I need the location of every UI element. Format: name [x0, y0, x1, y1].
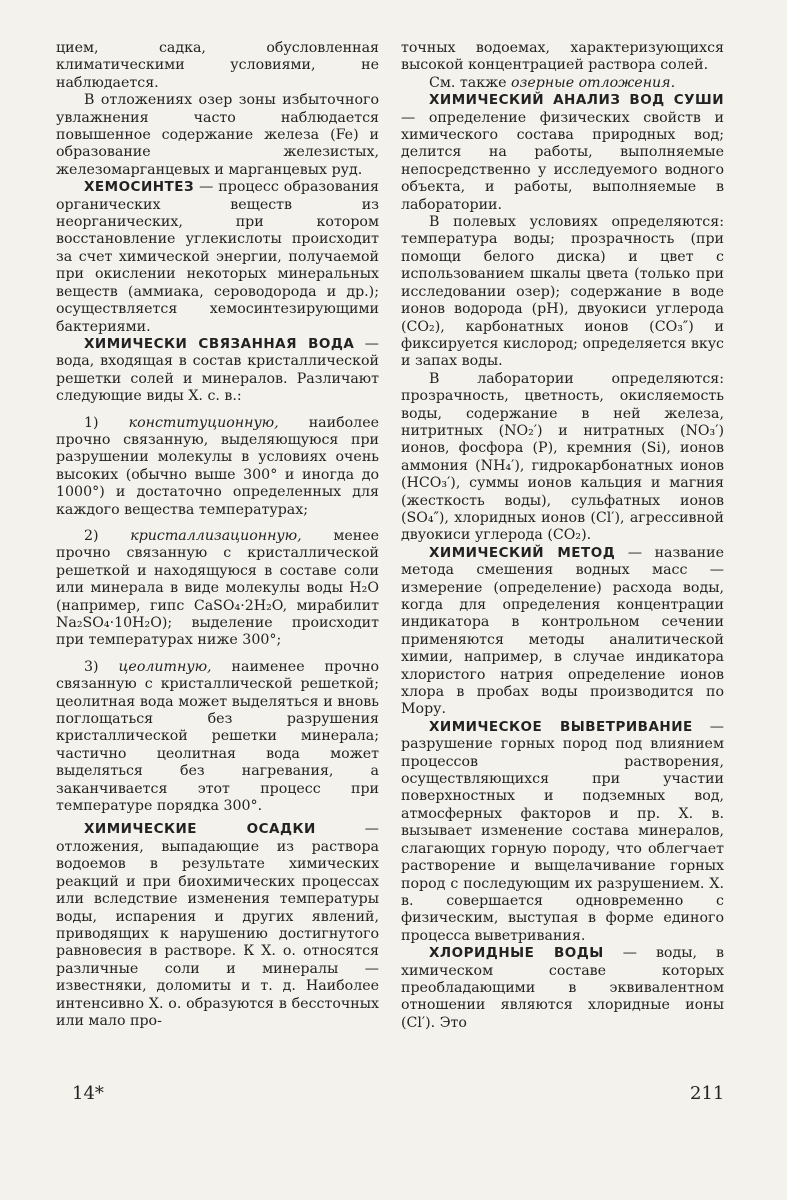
- list-body: наиболее прочно связанную, выделяющуюся при разрушении молекулы в условиях очень высоких (обычно выше 300° и иногда до 1000°) и достаточно определенных для каждого вещества температурах;: [56, 414, 379, 518]
- entry-body: — воды, в химическом составе которых преобладающими в эквивалентном отношении являются хлоридные ионы (Cl′). Это: [401, 945, 724, 1031]
- list-number: 1): [84, 414, 129, 431]
- entry-heading: ХИМИЧЕСКИ СВЯЗАННАЯ ВОДА: [84, 335, 355, 352]
- list-term: цеолитную,: [118, 658, 212, 675]
- left-column: [56, 40, 379, 1030]
- entry-chem-analysis: [401, 92, 724, 214]
- entry-heading: ХИМИЧЕСКОЕ ВЫВЕТРИВАНИЕ: [429, 718, 693, 735]
- list-item: [56, 659, 379, 816]
- entry-hemosintez: [56, 179, 379, 336]
- entry-chem-weathering: [401, 719, 724, 945]
- entry-heading: ХИМИЧЕСКИЙ АНАЛИЗ ВОД СУШИ: [429, 92, 724, 109]
- entry-chem-method: [401, 545, 724, 719]
- list-item: [56, 415, 379, 519]
- entry-body: — определение физических свойств и химического состава природных вод; делится на работы, выполняемые непосредственно у исследуемого водного объекта, и работы, выполняемые в лаборатории.: [401, 109, 724, 213]
- entry-heading: ХИМИЧЕСКИЕ ОСАДКИ: [84, 821, 316, 838]
- paragraph: В полевых условиях определяются: температура воды; прозрачность (при помощи белого диска) и цвет с использованием шкалы цвета (только при исследовании озер); содержание в воде ионов водорода (pH), двуокиси углерода (CO₂), карбонатных ионов (CO₃″) и фиксируется кислород; определяется вкус и запах воды.: [401, 214, 724, 370]
- entry-heading: ХЛОРИДНЫЕ ВОДЫ: [429, 945, 604, 962]
- entry-heading: ХЕМОСИНТЕЗ: [84, 179, 195, 196]
- right-column: [401, 40, 724, 1032]
- entry-body: — вода, входящая в состав кристаллической решетки солей и минералов. Различают следующие виды Х. с. в.:: [56, 335, 379, 405]
- list-item: [56, 528, 379, 650]
- paragraph: В лаборатории определяются: прозрачность, цветность, окисляемость воды, содержание в ней железа, нитритных (NO₂′) и нитратных (NO₃′) ионов, фосфора (P), кремния (Si), ионов аммония (NH₄′), гидрокарбонатных ионов (HCO₃′), суммы ионов кальция и магния (жесткость воды), сульфатных ионов (SO₄″), хлоридных ионов (Cl′), агрессивной двуокиси углерода (CO₂).: [401, 370, 724, 544]
- paragraph: точных водоемах, характеризующихся высокой концентрацией раствора солей.: [401, 40, 724, 74]
- signature-mark: 14*: [72, 1083, 104, 1104]
- list-body: наименее прочно связанную с кристаллической решеткой; цеолитная вода может выделяться и вновь поглощаться без разрушения кристаллической решетки минерала; частично цеолитная вода может выделяться без нагревания, а заканчивается этот процесс при температуре порядка 300°.: [56, 658, 380, 815]
- list-number: 2): [84, 527, 131, 544]
- see-also: [401, 75, 724, 92]
- entry-body: — разрушение горных пород под влиянием процессов растворения, осуществляющихся при участии поверхностных и подземных вод, атмосферных факторов и пр. Х. в. вызывает изменение состава минералов, слагающих горную породу, что облегчает растворение и выщелачивание горных пород с последующим их разрушением. Х. в. совершается одновременно с физическим, выступая в форме единого процесса выветривания.: [401, 718, 724, 944]
- entry-body: — название метода смешения водных масс — измерение (определение) расхода воды, когда для определения концентрации индикатора в контрольном сечении применяются методы аналитической химии, например, в случае индикатора хлористого натрия определение ионов хлора в пробах воды производится по Мору.: [401, 544, 724, 718]
- see-also-prefix: См. также: [429, 74, 512, 91]
- see-also-term: озерные отложения.: [511, 74, 676, 91]
- paragraph: цием, садка, обусловленная климатическими условиями, не наблюдается.: [56, 40, 379, 91]
- entry-heading: ХИМИЧЕСКИЙ МЕТОД: [429, 544, 616, 561]
- entry-body: — отложения, выпадающие из раствора водоемов в результате химических реакций и при биохимических процессах или вследствие изменения температуры воды, испарения и других явлений, приводящих к нарушению достигнутого равновесия в растворе. К Х. о. относятся различные соли и минералы — известняки, доломиты и т. д. Наиболее интенсивно Х. о. образуются в бессточных или мало про-: [56, 821, 379, 1029]
- page-number: 211: [690, 1083, 725, 1104]
- list-term: конституционную,: [128, 414, 279, 431]
- entry-body: — процесс образования органических веществ из неорганических, при котором восстановление углекислоты происходит за счет химической энергии, получаемой при окислении некоторых минеральных веществ (аммиака, сероводорода и др.); осуществляется хемосинтезирующими бактериями.: [56, 179, 379, 335]
- list-body: менее прочно связанную с кристаллической решеткой и находящуюся в составе соли или минерала в виде молекулы воды H₂O (например, гипс CaSO₄·2H₂O, мирабилит Na₂SO₄·10H₂O); выделение происходит при температурах ниже 300°;: [56, 527, 379, 649]
- paragraph: В отложениях озер зоны избыточного увлажнения часто наблюдается повышенное содержание железа (Fe) и образование железистых, железомарганцевых и марганцевых руд.: [56, 92, 379, 178]
- list-number: 3): [84, 658, 119, 675]
- entry-chem-bound-water: [56, 336, 379, 406]
- list-term: кристаллизационную,: [130, 527, 302, 544]
- entry-chem-deposits: [56, 821, 379, 1030]
- entry-chloride-waters: [401, 945, 724, 1032]
